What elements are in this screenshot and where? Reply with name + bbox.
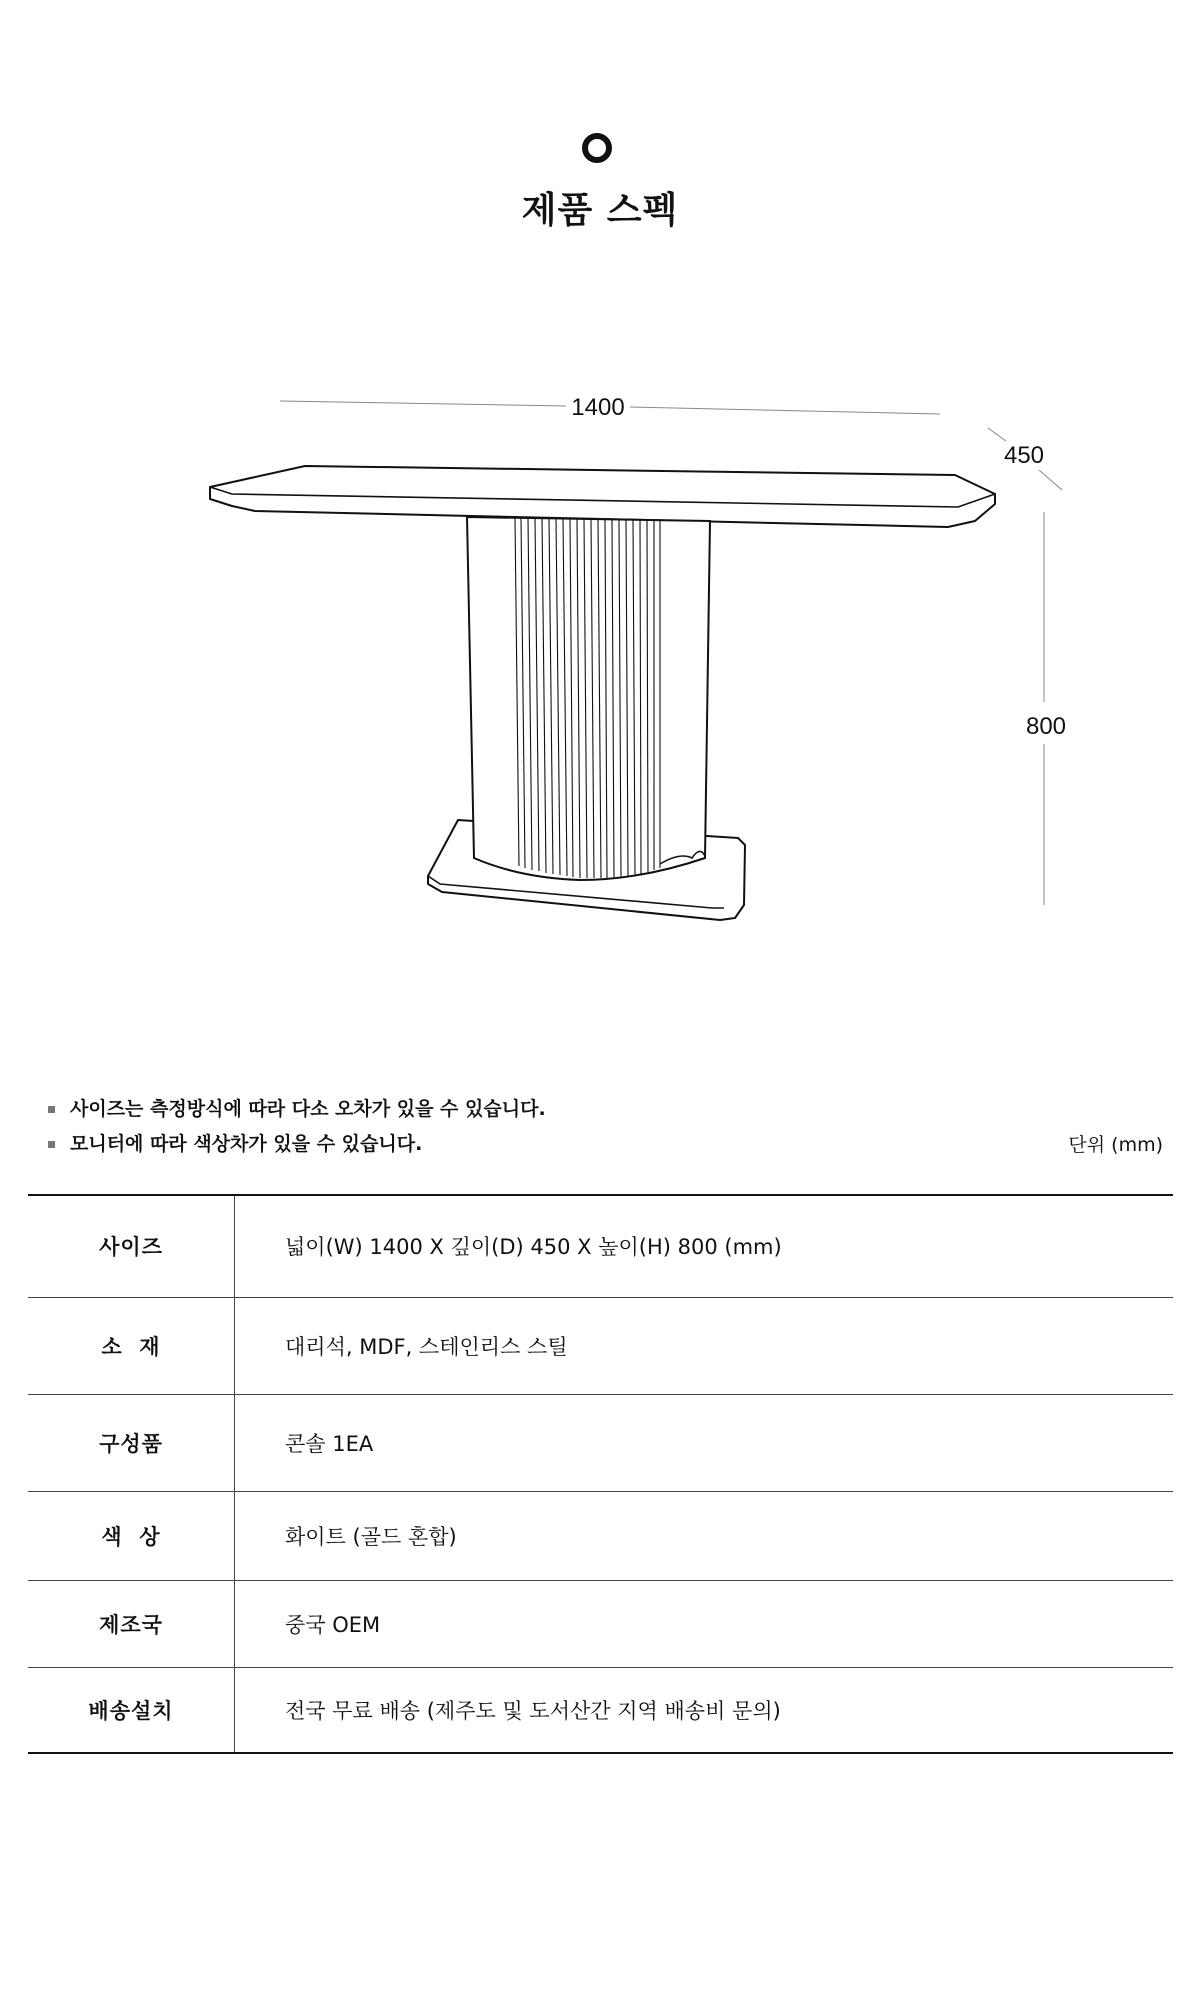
- spec-value: 콘솔 1EA: [235, 1394, 1174, 1491]
- spec-label: 색 상: [28, 1491, 235, 1580]
- note-text: 모니터에 따라 색상차가 있을 수 있습니다.: [70, 1133, 423, 1155]
- depth-label: 450: [1003, 442, 1045, 469]
- spec-label: 사이즈: [28, 1195, 235, 1297]
- spec-label: 구성품: [28, 1394, 235, 1491]
- note-text: 사이즈는 측정방식에 따라 다소 오차가 있을 수 있습니다.: [70, 1098, 546, 1120]
- unit-label: 단위 (mm): [1068, 1134, 1163, 1156]
- spec-value: 넓이(W) 1400 X 깊이(D) 450 X 높이(H) 800 (mm): [235, 1195, 1174, 1297]
- pedestal-column: [467, 517, 710, 880]
- table-row: [28, 1297, 1173, 1394]
- height-label: 800: [1025, 713, 1067, 740]
- bullet-square-icon: [48, 1106, 55, 1113]
- width-dimension: [280, 394, 940, 421]
- table-top: [210, 466, 995, 527]
- note-item: [48, 1127, 546, 1162]
- spec-label: 소 재: [28, 1297, 235, 1394]
- spec-value: 대리석, MDF, 스테인리스 스틸: [235, 1297, 1174, 1394]
- table-row: [28, 1195, 1173, 1297]
- spec-value: 중국 OEM: [235, 1580, 1174, 1667]
- height-dimension: [1026, 512, 1066, 905]
- spec-label: 제조국: [28, 1580, 235, 1667]
- notes-list: [48, 1092, 546, 1162]
- note-item: [48, 1092, 546, 1127]
- table-row: [28, 1667, 1173, 1753]
- width-label: 1400: [571, 394, 625, 421]
- spec-label: 배송설치: [28, 1667, 235, 1753]
- spec-value: 화이트 (골드 혼합): [235, 1491, 1174, 1580]
- bullet-square-icon: [48, 1141, 55, 1148]
- table-row: [28, 1394, 1173, 1491]
- spec-value: 전국 무료 배송 (제주도 및 도서산간 지역 배송비 문의): [285, 1698, 781, 1723]
- depth-dimension: [988, 428, 1062, 490]
- spec-table: [28, 1194, 1173, 1754]
- table-row: [28, 1580, 1173, 1667]
- page-title: 제품 스펙: [521, 190, 679, 231]
- table-row: [28, 1491, 1173, 1580]
